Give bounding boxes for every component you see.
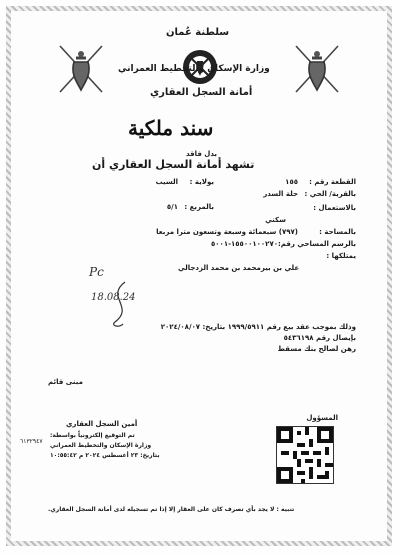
department-name: أمانة السجل العقاري (150, 87, 253, 98)
use-label: بالاستعمال : (313, 204, 356, 212)
plot-label: القطعة رقم : (309, 178, 356, 186)
document-title: سند ملكية (128, 116, 214, 140)
handwritten-date: 18.08.24 (91, 292, 136, 303)
village-label: بالقرية/ الحي : (304, 190, 356, 198)
handwritten-initials: Pc (89, 265, 104, 279)
legal-warning: تنبيه : لا يجد بأي تصرف كان على العقار إلا إذا تم تسجيله لدى أمانة السجل العقاري. (48, 506, 295, 513)
officer-label: المسؤول (306, 414, 338, 422)
signed-ministry: وزارة الإسكان والتخطيط العمراني (50, 442, 152, 449)
area-value: (٧٩٧) سبعمائة وسبعة وتسعون مترا مربعا (156, 228, 298, 236)
handwritten-note (85, 262, 155, 332)
survey-label: بالرسم المساحي رقم: (278, 240, 356, 248)
wilayat-value: السيب (155, 178, 178, 186)
khanjar-emblem-right-icon (288, 40, 346, 100)
village-value: حلة السدر (263, 190, 298, 198)
signature-stroke (114, 282, 125, 326)
square-label: بالمربع : (184, 203, 214, 211)
use-value: سكني (265, 216, 286, 224)
replacement-label: بدل فاقد (186, 150, 218, 158)
signed-date: بتاريخ: ٢٣ أغسطس ٢٠٢٤ م ١٠:٥٥:٤٢ (50, 452, 160, 459)
wilayat-label: بولاية : (189, 178, 214, 186)
contract-line: وذلك بموجب عقد بيع رقم ١٩٩٩/٥٩١١ بتاريخ: ٢٠٢٤/٠٨/٠٧ (160, 323, 356, 331)
area-label: بالمساحة : (319, 228, 356, 236)
owned-by-label: يمتلكها : (326, 252, 356, 260)
khanjar-emblem-left-icon (52, 40, 110, 100)
building-note: مبنى قائم (48, 378, 83, 386)
registrar-title: أمين السجل العقاري (66, 420, 138, 428)
receipt-line: بإيصال رقم ٥٤٣٦١٩٨ (283, 334, 356, 342)
square-value: ٥/١ (166, 203, 178, 211)
ministry-name: وزارة الإسكان والتخطيط العمراني (118, 64, 270, 74)
survey-value: ١٥٥٠٠١٠٠٢٧٠-٥٠٠١ (211, 240, 278, 248)
signed-by-label: تم التوقيع إلكترونياً بواسطة: (50, 432, 135, 439)
sultanate-name: سلطنة عُمان (166, 27, 230, 38)
mortgage-line: رهن لصالح بنك مسقط (277, 345, 356, 353)
owner-name: علي بن بيرمحمد بن محمد الزدجالي (178, 264, 300, 272)
qr-code (276, 426, 334, 484)
serial-number: ٦١٣٢٩٤٧ (20, 438, 43, 445)
certify-statement: تشهد أمانة السجل العقاري أن (92, 158, 255, 171)
plot-value: ١٥٥ (285, 178, 298, 186)
